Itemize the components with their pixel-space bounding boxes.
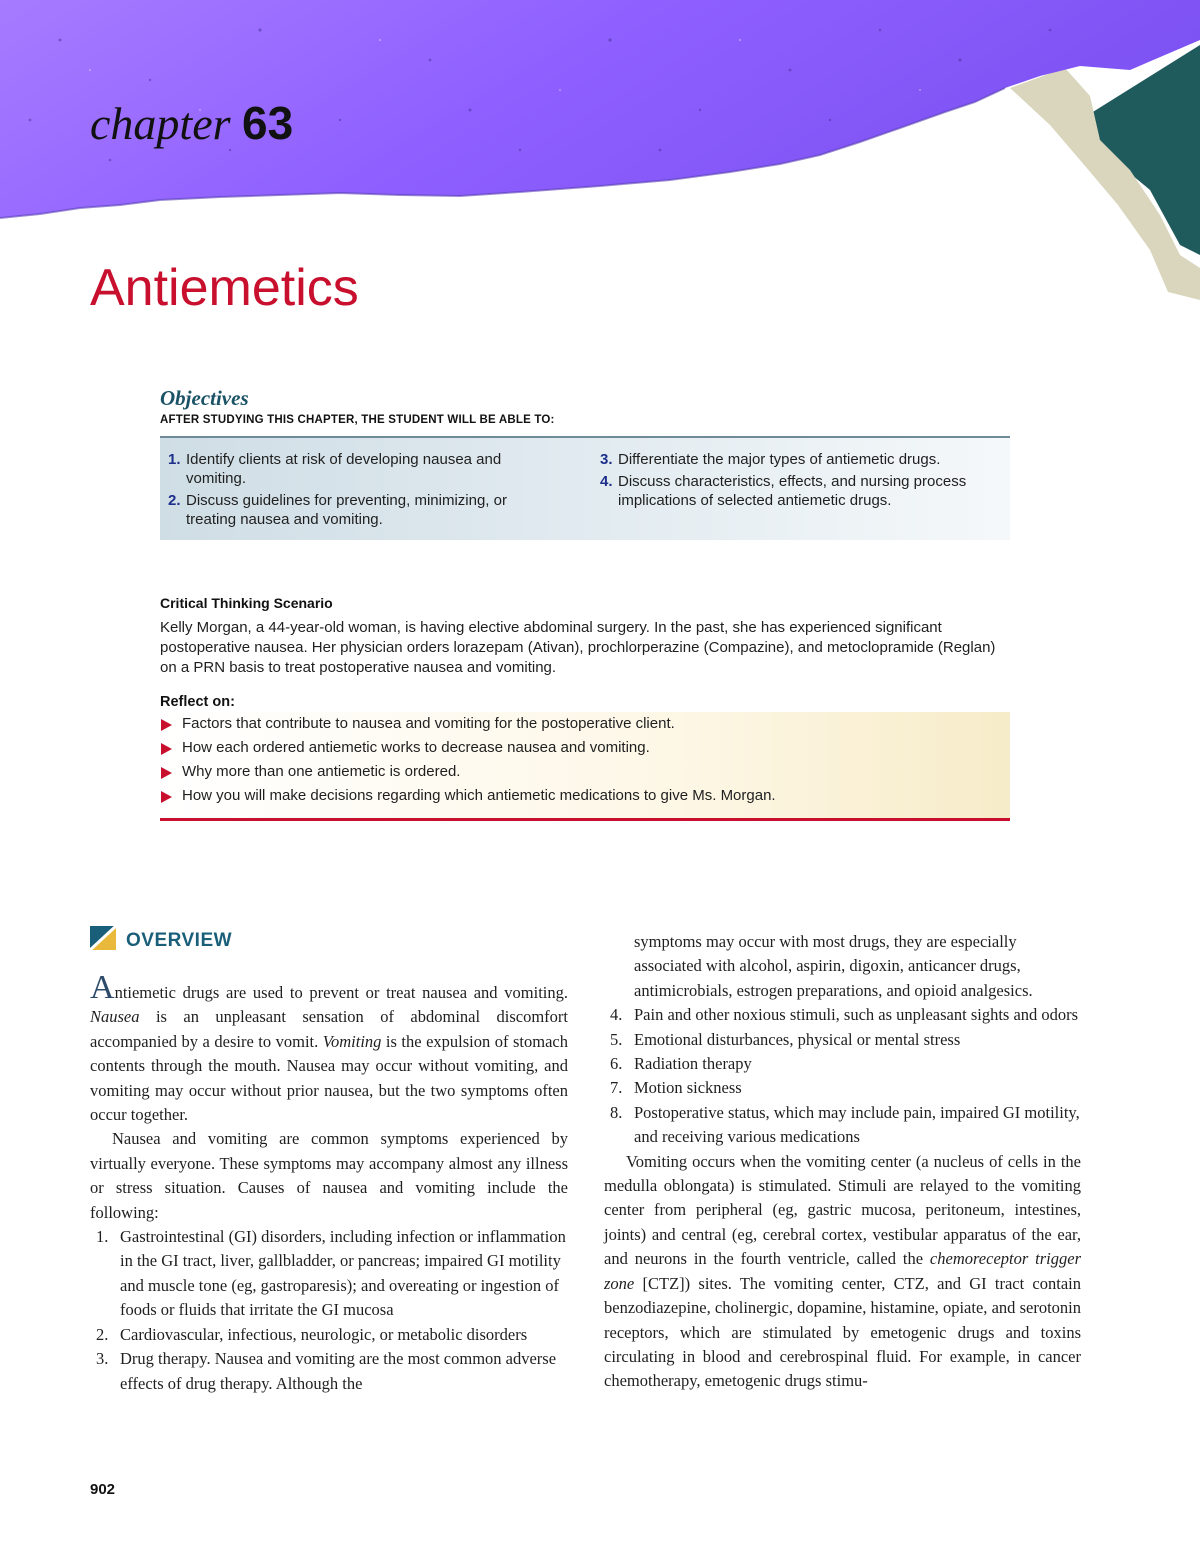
reflect-item: Why more than one antiemetic is ordered.: [160, 760, 1010, 784]
reflect-item: How each ordered antiemetic works to decrease nausea and vomiting.: [160, 736, 1010, 760]
reflect-heading: Reflect on:: [160, 694, 235, 710]
objectives-subheading: AFTER STUDYING THIS CHAPTER, THE STUDENT WILL BE ABLE TO:: [160, 414, 555, 426]
body-right-column: [604, 930, 1081, 1394]
triangle-bullet-icon: [161, 791, 172, 803]
cause-list-item: 2. Cardiovascular, infectious, neurologic, or metabolic disorders: [96, 1324, 528, 1344]
objectives-box: [160, 436, 1010, 540]
page-number: 902: [90, 1481, 116, 1498]
cause-list-item: 7. Motion sickness: [610, 1078, 742, 1098]
cause-list-item: 6. Radiation therapy: [610, 1054, 752, 1074]
overview-heading: OVERVIEW: [126, 930, 233, 951]
objectives-right-column: [592, 450, 1002, 513]
overview-paragraph-2: Nausea and vomiting are common symptoms experienced by virtually everyone. These symptoms may accompany almost any illness or stress situation. Causes of nausea and vomiting include the following:: [90, 1129, 568, 1222]
cause-list-item: 3. Drug therapy. Nausea and vomiting are the most common adverse effects of drug therapy. Although the: [96, 1349, 557, 1393]
objectives-left-column: [160, 450, 550, 532]
cause-list-item: 5. Emotional disturbances, physical or mental stress: [610, 1029, 961, 1049]
chapter-number: 63: [242, 97, 294, 149]
triangle-bullet-icon: [161, 743, 172, 755]
overview-checkmark-icon: [90, 926, 118, 952]
reflect-item: Factors that contribute to nausea and vomiting for the postoperative client.: [160, 712, 1010, 736]
cause-list-item: 1. Gastrointestinal (GI) disorders, including infection or inflammation in the GI tract, liver, gallbladder, or pancreas; impaired GI motility and muscle tone (eg, gastroparesis); and overeating or ingestion of foods or fluids that irritate the GI mucosa: [96, 1227, 566, 1320]
chapter-label: [90, 97, 294, 149]
overview-paragraph-3: Vomiting occurs when the vomiting center (a nucleus of cells in the medulla oblongata) is stimulated. Stimuli are relayed to the vomiting center from peripheral (eg, gastric mucosa, peritoneum, intestines, joints) and central (eg, cerebral cortex, vestibular apparatus of the ear, and neurons in the fourth ventricle, called the chemoreceptor trigger zone [CTZ]) sites. The vomiting center, CTZ, and GI tract contain benzodiazepine, cholinergic, dopamine, histamine, opiate, and serotonin receptors, which are stimulated by emetogenic drugs and toxins circulating in blood and cerebrospinal fluid. For example, in cancer chemotherapy, emetogenic drugs stimu-: [604, 1151, 1081, 1391]
cause-list-item: 4. Pain and other noxious stimuli, such as unpleasant sights and odors: [610, 1005, 1079, 1025]
scenario-text: Kelly Morgan, a 44-year-old woman, is having elective abdominal surgery. In the past, she has experienced significant postoperative nausea. Her physician orders lorazepam (Ativan), prochlorperazine (Compazine), and metoclopramide (Reglan) on a PRN basis to treat postoperative nausea and vomiting.: [160, 619, 996, 676]
scenario-heading: Critical Thinking Scenario: [160, 595, 333, 611]
torn-paper-banner: [0, 0, 1200, 300]
cause-list-item: 8. Postoperative status, which may include pain, impaired GI motility, and receiving various medications: [610, 1102, 1080, 1147]
objective-item: 2. Discuss guidelines for preventing, minimizing, or treating nausea and vomiting.: [168, 492, 507, 528]
cause-list-item-continued: symptoms may occur with most drugs, they are especially associated with alcohol, aspirin, digoxin, anticancer drugs, antimicrobials, estrogen preparations, and opioid analgesics.: [634, 932, 1033, 1000]
reflect-item: How you will make decisions regarding which antiemetic medications to give Ms. Morgan.: [160, 784, 1010, 808]
reflect-box: [160, 712, 1010, 821]
objective-item: 4. Discuss characteristics, effects, and nursing process implications of selected antiemetic drugs.: [600, 473, 967, 509]
triangle-bullet-icon: [161, 719, 172, 731]
drop-cap: A: [90, 969, 115, 1006]
overview-paragraph-1: Antiemetic drugs are used to prevent or treat nausea and vomiting. Nausea is an unpleasant sensation of abdominal discomfort accompanied by a desire to vomit. Vomiting is the expulsion of stomach contents through the mouth. Nausea may occur without vomiting, and vomiting may occur without prior nausea, but the two symptoms often occur together.: [90, 969, 569, 1125]
triangle-bullet-icon: [161, 767, 172, 779]
objective-item: 3. Differentiate the major types of antiemetic drugs.: [600, 451, 941, 468]
chapter-title: Antiemetics: [90, 259, 359, 317]
objectives-heading: Objectives: [160, 386, 249, 410]
chapter-word: chapter: [90, 98, 231, 149]
objective-item: 1. Identify clients at risk of developing nausea and vomiting.: [168, 451, 502, 487]
body-left-column: [90, 969, 569, 1396]
